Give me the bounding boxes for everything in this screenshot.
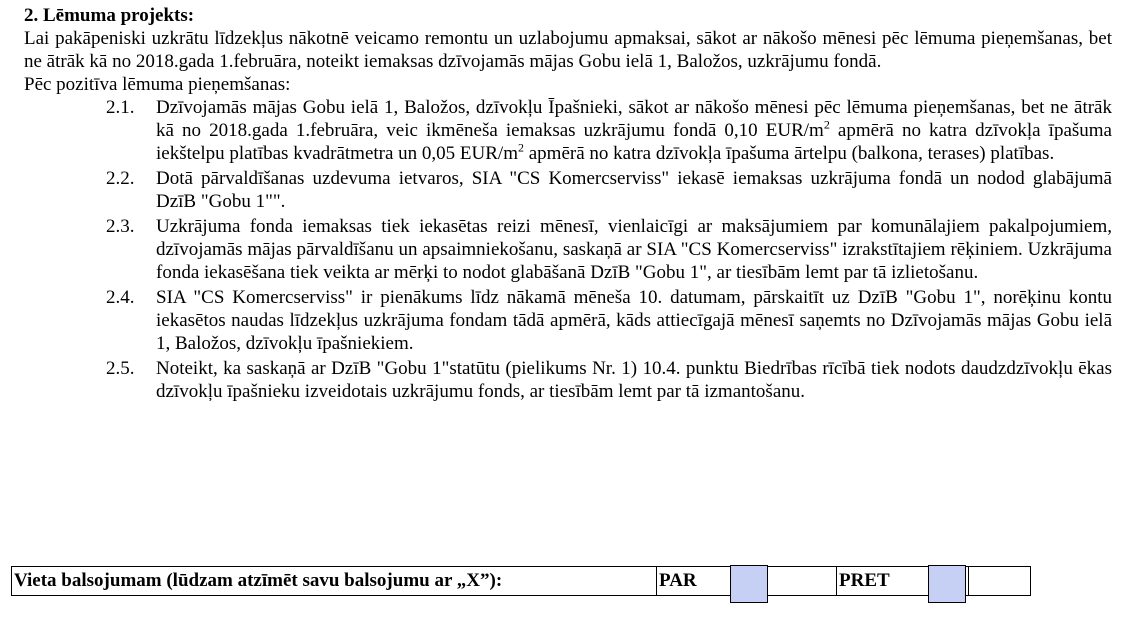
- list-item: [24, 96, 1112, 165]
- list-item: [24, 215, 1112, 284]
- item-number: 2.3.: [106, 216, 135, 237]
- vote-divider: [656, 566, 657, 596]
- resolution-list: [24, 96, 1112, 403]
- document-body: [24, 4, 1112, 405]
- against-label: PRET: [839, 570, 890, 591]
- item-number: 2.5.: [106, 358, 135, 379]
- against-checkbox[interactable]: [928, 565, 966, 603]
- item-text: Dotā pārvaldīšanas uzdevuma ietvaros, SIA "CS Komercserviss" iekasē iemaksas uzkrājuma fondā un nodod glabājumā DzīB "Gobu 1"".: [156, 168, 1112, 212]
- item-text: SIA "CS Komercserviss" ir pienākums līdz nākamā mēneša 10. datumam, pārskaitīt uz DzīB "Gobu 1", norēķinu kontu iekasētos naudas līdzekļus uzkrājuma fondam tādā apmērā, kāds attiecīgajā mēnesī saņemts no Dzīvojamās mājas Gobu ielā 1, Baložos, dzīvokļu īpašniekiem.: [156, 287, 1112, 354]
- for-checkbox[interactable]: [730, 565, 768, 603]
- superscript: 2: [517, 140, 524, 155]
- item-text: apmērā no katra dzīvokļa īpašuma iekštelpu platības kvadrātmetra un 0,05 EUR/m: [156, 120, 1112, 164]
- item-text: Dzīvojamās mājas Gobu ielā 1, Baložos, dzīvokļu Īpašnieki, sākot ar nākošo mēnesi pēc lēmuma pieņemšanas, bet ne ātrāk kā no 2018.gada 1.februāra, veic ikmēneša iemaksas uzkrājumu fondā 0,10 EUR/m: [156, 97, 1112, 141]
- list-item: [24, 357, 1112, 403]
- vote-row: [11, 566, 1031, 596]
- item-number: 2.4.: [106, 287, 135, 308]
- section-heading: 2. Lēmuma projekts:: [24, 5, 195, 26]
- item-text: Uzkrājuma fonda iemaksas tiek iekasētas reizi mēnesī, vienlaicīgi ar maksājumiem par komunālajiem pakalpojumiem, dzīvojamās mājas pārvaldīšanu un apsaimniekošanu, saskaņā ar SIA "CS Komercserviss" izrakstītajiem rēķiniem. Uzkrājuma fonda iekasēšana tiek veikta ar mērķi to nodot glabāšanā DzīB "Gobu 1", ar tiesībām lemt par tā izlietošanu.: [156, 216, 1112, 283]
- superscript: 2: [823, 117, 830, 132]
- vote-divider: [836, 566, 837, 596]
- item-number: 2.2.: [106, 168, 135, 189]
- item-number: 2.1.: [106, 97, 135, 118]
- list-item: [24, 167, 1112, 213]
- vote-label: Vieta balsojumam (lūdzam atzīmēt savu balsojumu ar „X”):: [14, 570, 503, 591]
- after-positive-text: Pēc pozitīva lēmuma pieņemšanas:: [24, 74, 291, 95]
- list-item: [24, 286, 1112, 355]
- intro-paragraph: Lai pakāpeniski uzkrātu līdzekļus nākotnē veicamo remontu un uzlabojumu apmaksai, sākot ar nākošo mēnesi pēc lēmuma pieņemšanas, bet ne ātrāk kā no 2018.gada 1.februāra, noteikt iemaksas dzīvojamās mājas Gobu ielā 1, Baložos, uzkrājumu fondā.: [24, 28, 1112, 72]
- item-text: Noteikt, ka saskaņā ar DzīB "Gobu 1"statūtu (pielikums Nr. 1) 10.4. punktu Biedrības rīcībā tiek nodots daudzdzīvokļu ēkas dzīvokļu īpašnieku izveidotais uzkrājumu fonds, ar tiesībām lemt par tā izmantošanu.: [156, 358, 1112, 402]
- item-text: apmērā no katra dzīvokļa īpašuma ārtelpu (balkona, terases) platības.: [523, 143, 1055, 164]
- vote-divider: [968, 566, 969, 596]
- for-label: PAR: [659, 570, 697, 591]
